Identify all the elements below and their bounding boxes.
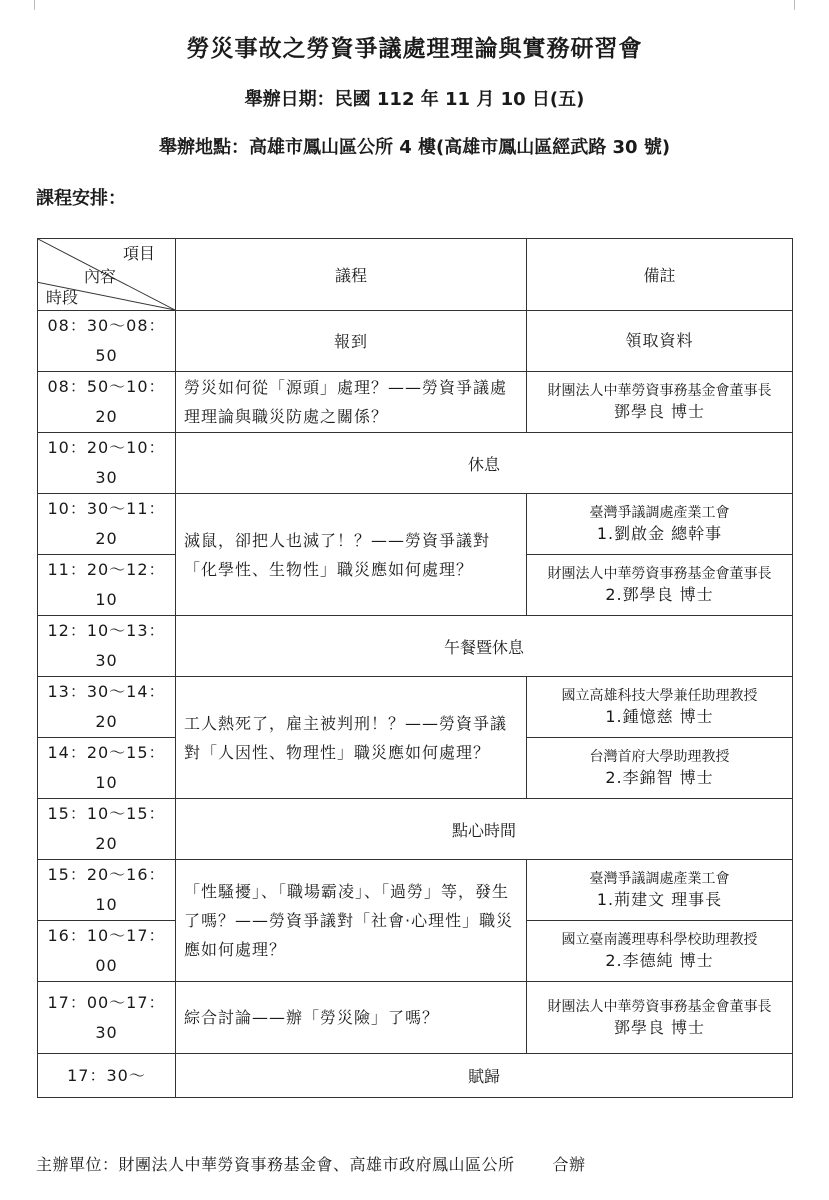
table-row (38, 311, 793, 372)
time-cell: 08：50～10： 20 (38, 372, 176, 433)
break-cell: 休息 (176, 433, 793, 494)
agenda-cell: 報到 (176, 311, 527, 372)
table-row (38, 494, 793, 555)
agenda-cell: 滅鼠，卻把人也滅了！？——勞資爭議對「化學性、生物性」職災應如何處理？ (176, 494, 527, 616)
header-agenda: 議程 (176, 239, 527, 311)
diagonal-header-cell (38, 239, 176, 311)
table-row (38, 433, 793, 494)
time-cell: 16：10～17： 00 (38, 921, 176, 982)
agenda-cell: 綜合討論——辦「勞災險」了嗎？ (176, 982, 527, 1054)
event-date: 舉辦日期：民國 112 年 11 月 10 日(五) (244, 89, 585, 110)
closing-cell: 賦歸 (176, 1054, 793, 1098)
break-cell: 點心時間 (176, 799, 793, 860)
agenda-cell: 勞災如何從「源頭」處理？——勞資爭議處理理論與職災防處之關係？ (176, 372, 527, 433)
note-cell: 財團法人中華勞資事務基金會董事長 2.鄧學良 博士 (527, 555, 793, 616)
note-cell: 國立高雄科技大學兼任助理教授 1.鍾憶慈 博士 (527, 677, 793, 738)
host-units: 主辦單位：財團法人中華勞資事務基金會、高雄市政府鳳山區公所 (36, 1155, 515, 1174)
note-cell: 財團法人中華勞資事務基金會董事長 鄧學良 博士 (527, 982, 793, 1054)
break-cell: 午餐暨休息 (176, 616, 793, 677)
agenda-cell: 「性騷擾」、「職場霸凌」、「過勞」等，發生了嗎？——勞資爭議對「社會·心理性」職災應如何處理？ (176, 860, 527, 982)
time-cell: 10：30～11： 20 (38, 494, 176, 555)
table-row (38, 1054, 793, 1098)
table-row (38, 799, 793, 860)
organizer-footer (36, 1152, 586, 1175)
page-corner-mark-right (786, 0, 795, 10)
note-cell: 國立臺南護理專科學校助理教授 2.李德純 博士 (527, 921, 793, 982)
schedule-table (37, 238, 793, 1098)
page-corner-mark-left (34, 0, 43, 10)
header-notes: 備註 (527, 239, 793, 311)
time-cell: 14：20～15： 10 (38, 738, 176, 799)
header-content-label: 內容 (84, 267, 117, 286)
section-label-schedule: 課程安排： (36, 188, 126, 209)
time-cell: 17：30～ (38, 1054, 176, 1098)
time-cell: 17：00～17： 30 (38, 982, 176, 1054)
document-title: 勞災事故之勞資爭議處理理論與實務研習會 (186, 36, 643, 62)
note-cell: 領取資料 (527, 311, 793, 372)
time-cell: 15：10～15： 20 (38, 799, 176, 860)
note-cell: 財團法人中華勞資事務基金會董事長 鄧學良 博士 (527, 372, 793, 433)
time-cell: 13：30～14： 20 (38, 677, 176, 738)
note-cell: 臺灣爭議調處產業工會 1.劉啟金 總幹事 (527, 494, 793, 555)
time-cell: 10：20～10： 30 (38, 433, 176, 494)
event-location: 舉辦地點：高雄市鳳山區公所 4 樓(高雄市鳳山區經武路 30 號) (158, 137, 671, 158)
table-row (38, 616, 793, 677)
cohost-label: 合辦 (552, 1155, 586, 1174)
agenda-cell: 工人熱死了，雇主被判刑！？——勞資爭議對「人因性、物理性」職災應如何處理？ (176, 677, 527, 799)
table-row (38, 372, 793, 433)
time-cell: 12：10～13： 30 (38, 616, 176, 677)
header-period-label: 時段 (46, 288, 79, 307)
table-row (38, 860, 793, 921)
time-cell: 08：30～08： 50 (38, 311, 176, 372)
time-cell: 11：20～12： 10 (38, 555, 176, 616)
table-row (38, 982, 793, 1054)
table-row (38, 677, 793, 738)
time-cell: 15：20～16： 10 (38, 860, 176, 921)
header-item-label: 項目 (122, 244, 155, 263)
note-cell: 臺灣爭議調處產業工會 1.荊建文 理事長 (527, 860, 793, 921)
note-cell: 台灣首府大學助理教授 2.李錦智 博士 (527, 738, 793, 799)
table-header-row (38, 239, 793, 311)
